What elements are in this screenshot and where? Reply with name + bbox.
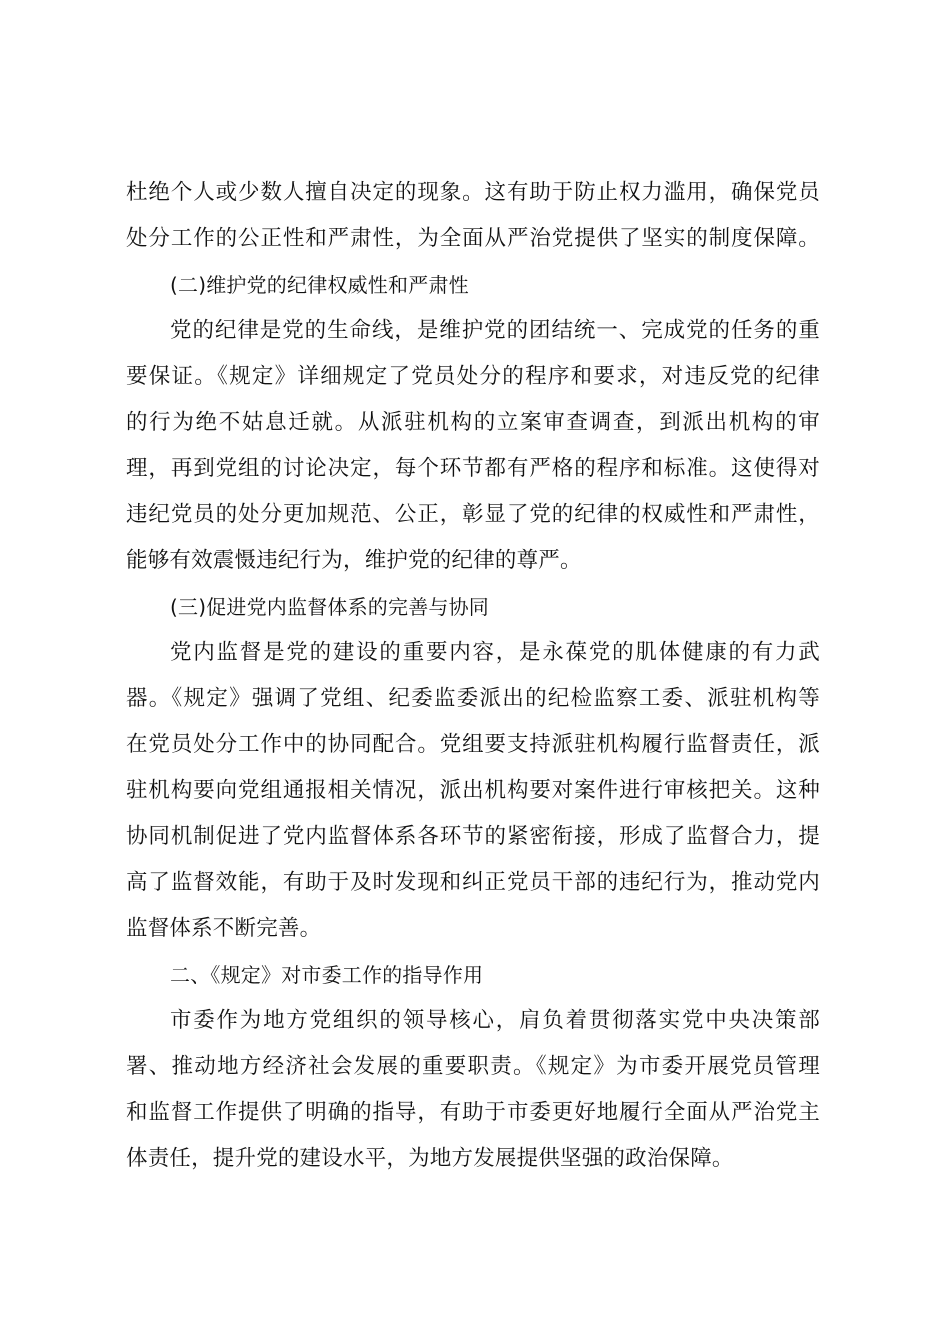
- body-text-line: 理，再到党组的讨论决定，每个环节都有严格的程序和标准。这使得对: [126, 456, 820, 481]
- body-text-line: 的行为绝不姑息迁就。从派驻机构的立案审查调查，到派出机构的审: [126, 410, 820, 435]
- paragraph-first-line: 党内监督是党的建设的重要内容，是永葆党的肌体健康的有力武: [170, 640, 820, 665]
- body-text-line: 和监督工作提供了明确的指导，有助于市委更好地履行全面从严治党主: [126, 1100, 820, 1125]
- body-text-line: 体责任，提升党的建设水平，为地方发展提供坚强的政治保障。: [126, 1146, 734, 1171]
- body-text-line: 监督体系不断完善。: [126, 916, 322, 941]
- body-text-line: 高了监督效能，有助于及时发现和纠正党员干部的违纪行为，推动党内: [126, 870, 820, 895]
- section-heading: (二)维护党的纪律权威性和严肃性: [170, 273, 469, 297]
- body-text-line: 在党员处分工作中的协同配合。党组要支持派驻机构履行监督责任，派: [126, 732, 820, 757]
- body-text-line: 驻机构要向党组通报相关情况，派出机构要对案件进行审核把关。这种: [126, 778, 820, 803]
- body-text-line: 杜绝个人或少数人擅自决定的现象。这有助于防止权力滥用，确保党员: [126, 180, 820, 205]
- body-text-line: 署、推动地方经济社会发展的重要职责。《规定》为市委开展党员管理: [126, 1054, 820, 1079]
- body-text-line: 器。《规定》强调了党组、纪委监委派出的纪检监察工委、派驻机构等: [126, 686, 820, 711]
- body-text-line: 要保证。《规定》详细规定了党员处分的程序和要求，对违反党的纪律: [126, 364, 820, 389]
- section-heading: (三)促进党内监督体系的完善与协同: [170, 595, 490, 619]
- section-heading: 二、《规定》对市委工作的指导作用: [170, 963, 484, 987]
- paragraph-first-line: 市委作为地方党组织的领导核心，肩负着贯彻落实党中央决策部: [170, 1008, 820, 1033]
- body-text-line: 协同机制促进了党内监督体系各环节的紧密衔接，形成了监督合力，提: [126, 824, 820, 849]
- body-text-line: 能够有效震慑违纪行为，维护党的纪律的尊严。: [126, 548, 582, 573]
- paragraph-first-line: 党的纪律是党的生命线，是维护党的团结统一、完成党的任务的重: [170, 318, 820, 343]
- body-text-line: 处分工作的公正性和严肃性，为全面从严治党提供了坚实的制度保障。: [126, 226, 820, 251]
- body-text-line: 违纪党员的处分更加规范、公正，彰显了党的纪律的权威性和严肃性，: [126, 502, 820, 527]
